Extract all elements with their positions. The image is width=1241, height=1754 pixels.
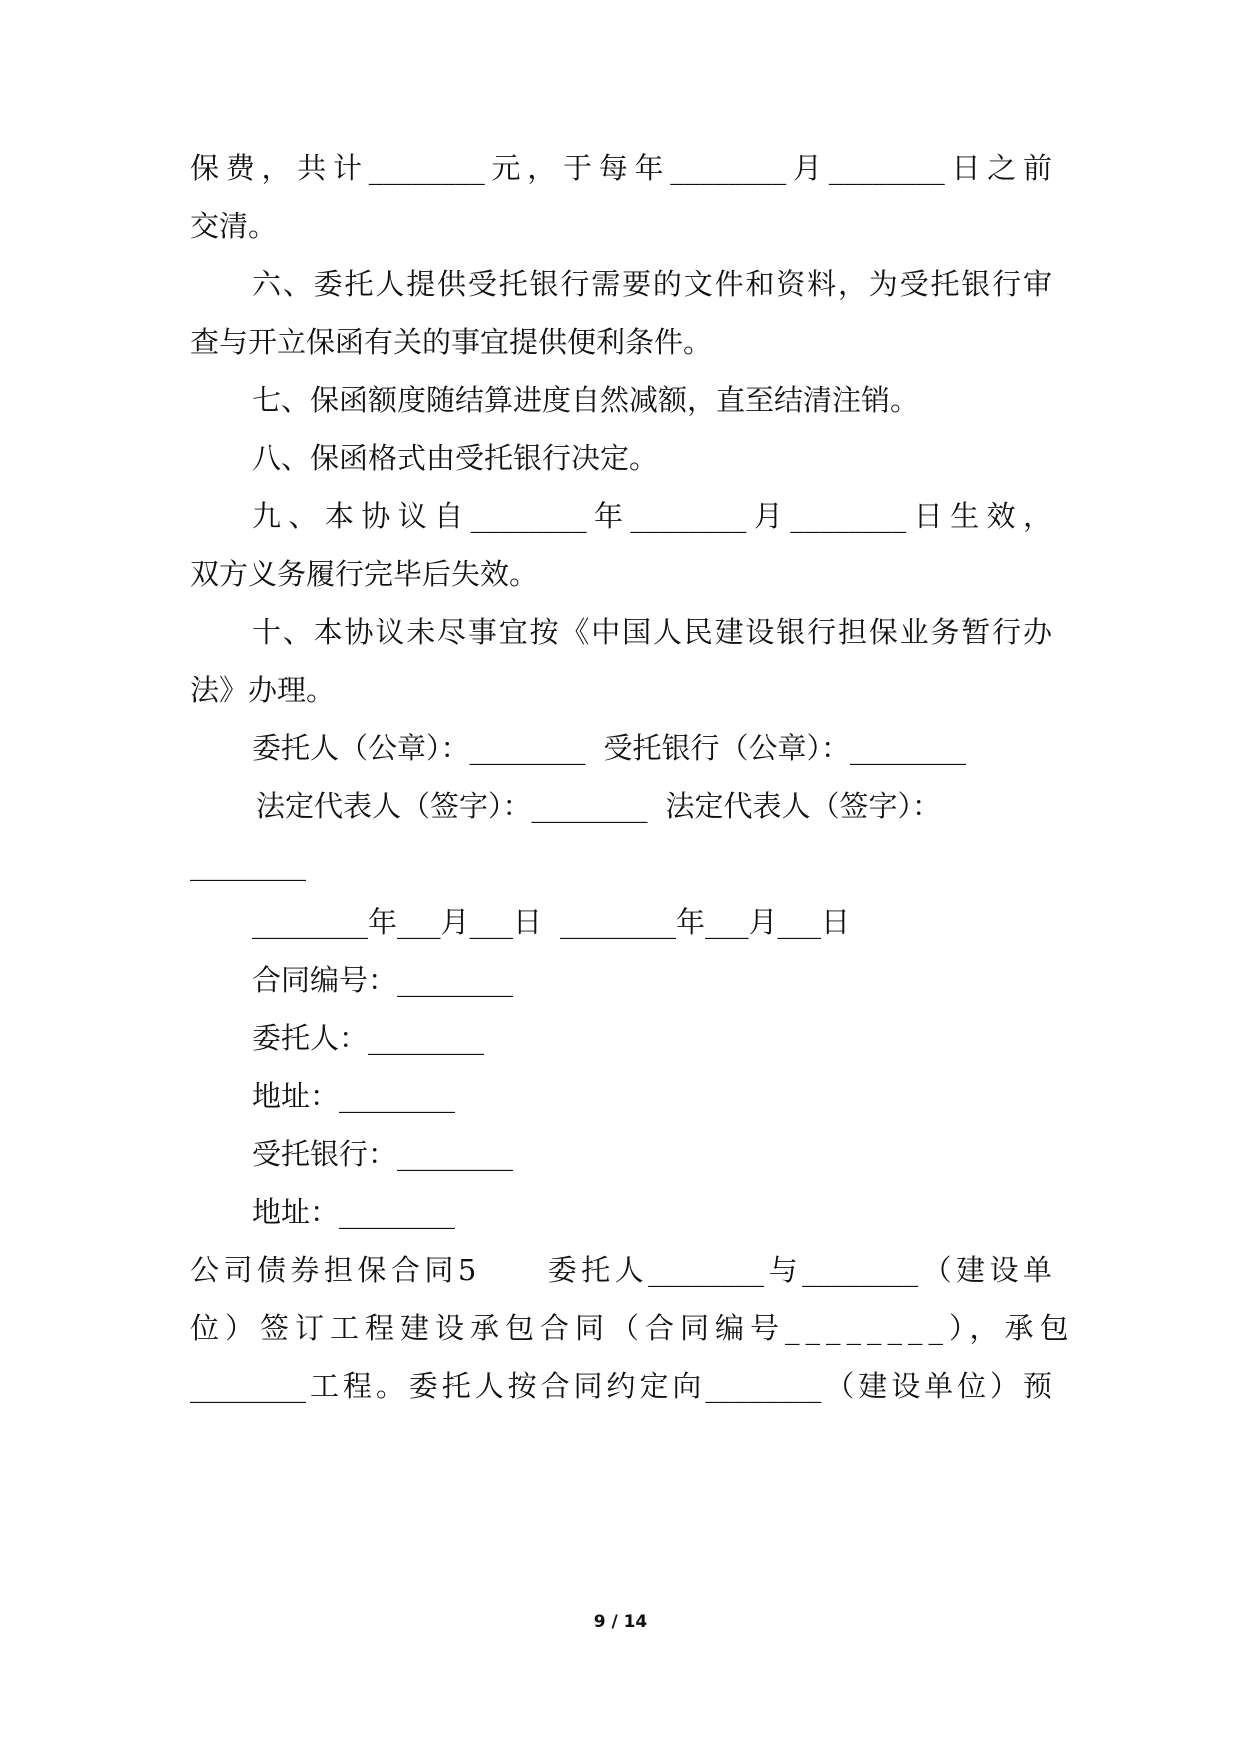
paragraph-line: 保费，共计________元，于每年________月________日之前 (190, 151, 1052, 185)
client-field: 委托人：________ (252, 1021, 485, 1055)
client-rep-field: 法定代表人（签字）：________ (256, 789, 648, 823)
section-heading-line: 公司债券担保合同5 委托人________与________（建设单 (190, 1253, 1052, 1287)
bank-date-field: ________年___月___日 (560, 905, 851, 939)
paragraph-line: 双方义务履行完毕后失效。 (190, 557, 539, 591)
paragraph-line: 六、委托人提供受托银行需要的文件和资料，为受托银行审 (252, 267, 1052, 301)
paragraph-line: 交清。 (190, 209, 278, 243)
client-seal-field: 委托人（公章）：________ (252, 731, 586, 765)
contract-number-field: 合同编号：________ (252, 963, 514, 997)
signature-date-row (252, 902, 1052, 942)
bank-rep-blank: ________ (190, 847, 306, 881)
paragraph-line: 七、保函额度随结算进度自然减额，直至结清注销。 (252, 383, 920, 417)
paragraph-line: ________工程。委托人按合同约定向________（建设单位）预 (190, 1369, 1052, 1403)
page-number: 9 / 14 (593, 1612, 648, 1632)
client-address-field: 地址：________ (252, 1079, 456, 1113)
signature-seal-row (252, 728, 1052, 768)
bank-seal-field: 受托银行（公章）：________ (603, 731, 967, 765)
signature-rep-row (256, 786, 1056, 826)
client-date-field: ________年___月___日 (252, 905, 543, 939)
paragraph-line: 九、本协议自________年________月________日生效， (252, 499, 1052, 533)
bank-address-field: 地址：________ (252, 1195, 456, 1229)
bank-rep-field: 法定代表人（签字）： (665, 789, 942, 823)
paragraph-line: 查与开立保函有关的事宜提供便利条件。 (190, 325, 713, 359)
bank-field: 受托银行：________ (252, 1137, 514, 1171)
paragraph-line: 八、保函格式由受托银行决定。 (252, 441, 659, 475)
paragraph-line: 十、本协议未尽事宜按《中国人民建设银行担保业务暂行办 (252, 615, 1052, 649)
paragraph-line: 位）签订工程建设承包合同（合同编号________），承包 (190, 1311, 1075, 1345)
paragraph-line: 法》办理。 (190, 673, 336, 707)
